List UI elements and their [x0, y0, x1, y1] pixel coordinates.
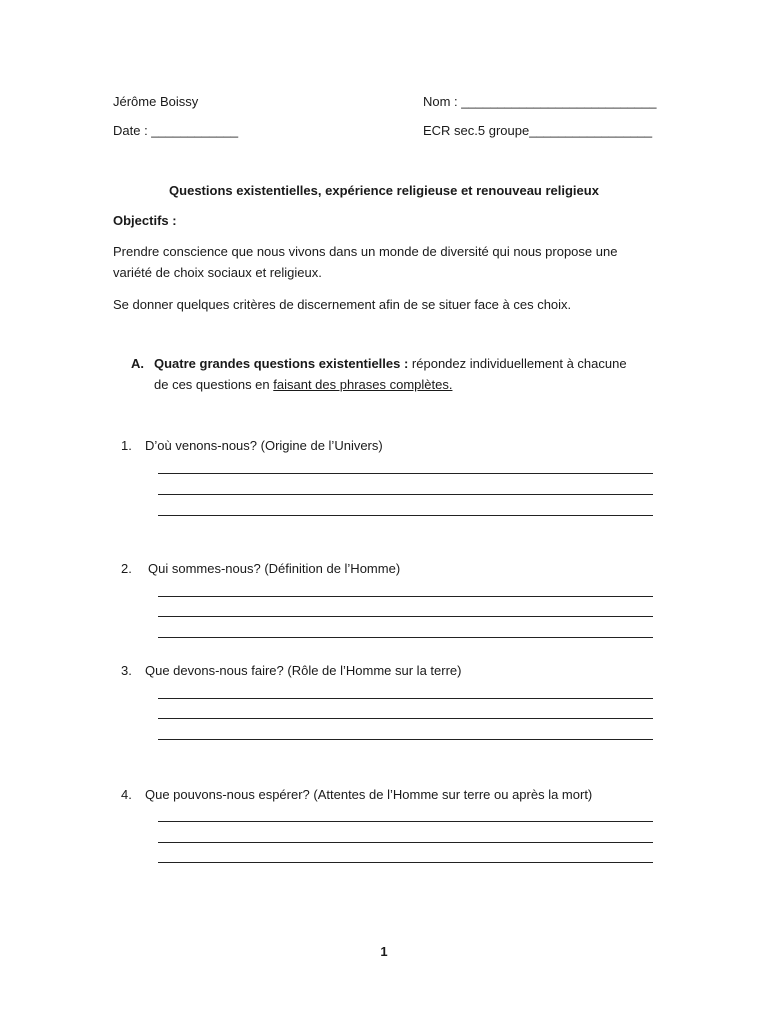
answer-line[interactable] [158, 739, 653, 740]
course-group-label: ECR sec.5 groupe_________________ [423, 123, 653, 138]
document-title: Questions existentielles, expérience religieuse et renouveau religieux [169, 183, 599, 198]
section-a-instruction-emphasis: faisant des phrases complètes. [273, 377, 453, 392]
answer-line[interactable] [158, 842, 653, 843]
question-text: Qui sommes-nous? (Définition de l’Homme) [148, 561, 401, 576]
nom-field-label: Nom : ___________________________ [423, 94, 657, 109]
answer-line[interactable] [158, 862, 653, 863]
question-text: Que pouvons-nous espérer? (Attentes de l’Homme sur terre ou après la mort) [145, 787, 593, 802]
section-a-title: Quatre grandes questions existentielles : [154, 356, 409, 371]
question-number: 1. [121, 438, 132, 453]
author-name: Jérôme Boissy [113, 94, 199, 109]
section-a-instruction-prefix: de ces questions en [154, 377, 274, 392]
page-number: 1 [380, 944, 388, 959]
section-a-instruction-line2 [154, 377, 452, 392]
question-number: 4. [121, 787, 132, 802]
question-text: D’où venons-nous? (Origine de l’Univers) [145, 438, 383, 453]
date-field-label: Date : ____________ [113, 123, 239, 138]
objective-item: Prendre conscience que nous vivons dans un monde de diversité qui nous propose une variété de choix sociaux et religieux. [113, 244, 618, 280]
answer-line[interactable] [158, 515, 653, 516]
question-number: 2. [121, 561, 132, 576]
answer-line[interactable] [158, 494, 653, 495]
section-a-instruction [154, 356, 627, 371]
section-marker: A. [131, 356, 144, 371]
answer-line[interactable] [158, 596, 653, 597]
objective-item: Se donner quelques critères de discernement afin de se situer face à ces choix. [113, 297, 572, 312]
answer-line[interactable] [158, 473, 653, 474]
answer-line[interactable] [158, 821, 653, 822]
answer-line[interactable] [158, 698, 653, 699]
answer-line[interactable] [158, 718, 653, 719]
answer-line[interactable] [158, 637, 653, 638]
answer-line[interactable] [158, 616, 653, 617]
objectives-heading: Objectifs : [113, 213, 177, 228]
section-a-instruction-text: répondez individuellement à chacune [408, 356, 627, 371]
question-text: Que devons-nous faire? (Rôle de l’Homme sur la terre) [145, 663, 462, 678]
question-number: 3. [121, 663, 132, 678]
